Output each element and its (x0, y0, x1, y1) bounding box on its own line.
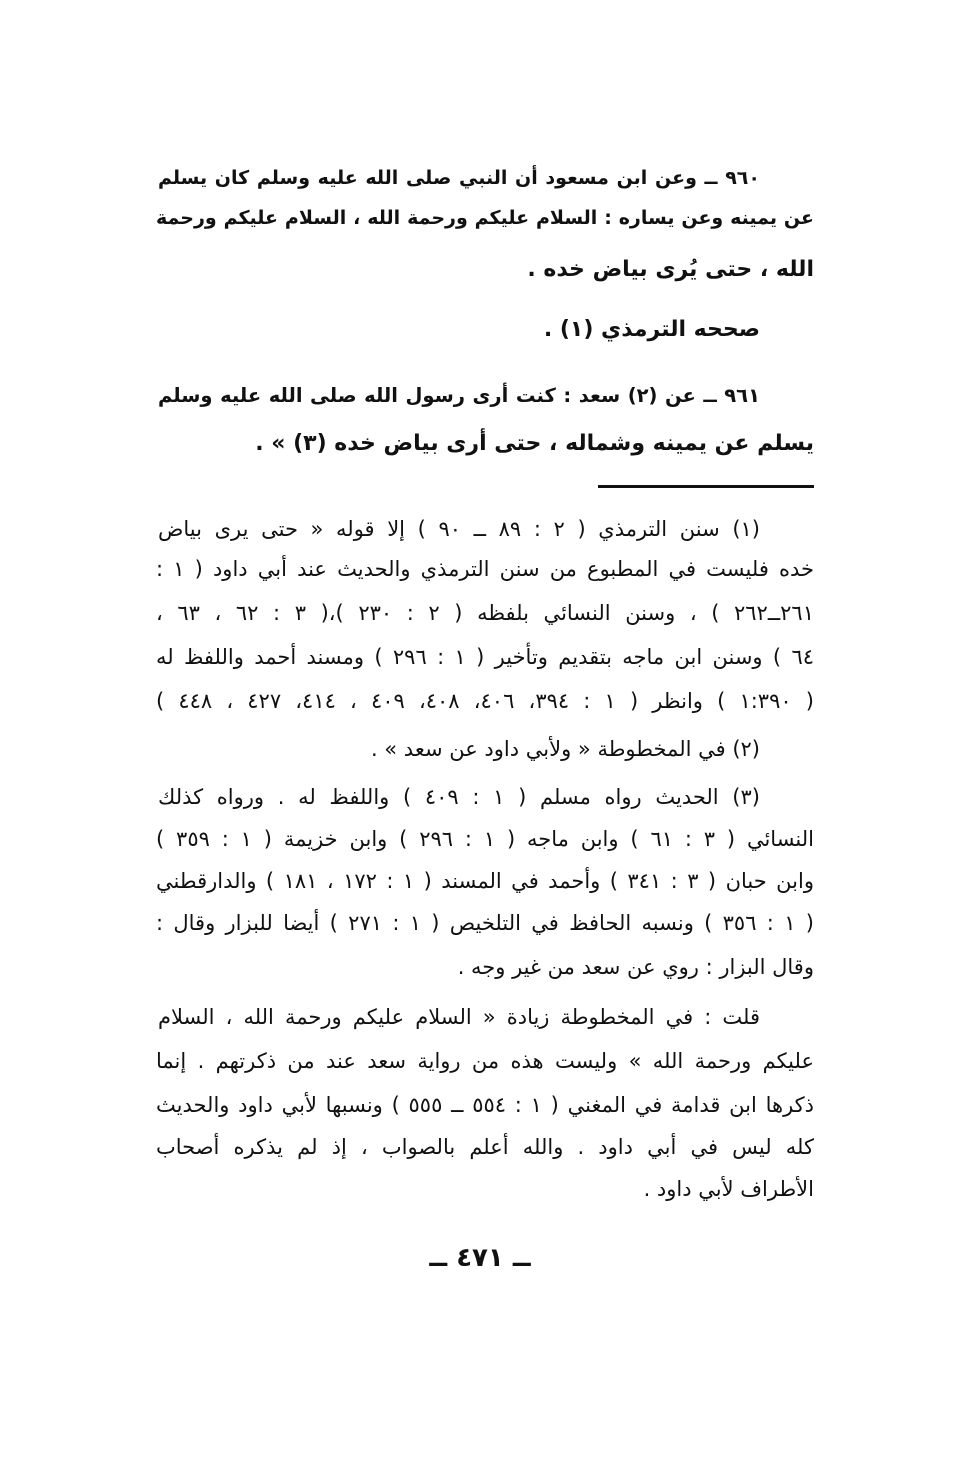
footnote-3-line-3: وابن حبان ( ٣ : ٣٤١ ) وأحمد في المسند ( ١ : ١٧٢ ، ١٨١ ) والدارقطني (156, 869, 814, 893)
editor-note-line-1: قلت : في المخطوطة زيادة « السلام عليكم ورحمة الله ، السلام (158, 1005, 760, 1029)
footnote-3-line-4: ( ١ : ٣٥٦ ) ونسبه الحافظ في التلخيص ( ١ : ٢٧١ ) أيضا للبزار وقال : (156, 911, 814, 935)
hadith-961-line-1: ٩٦١ ــ عن (٢) سعد : كنت أرى رسول الله صلى الله عليه وسلم (158, 384, 760, 407)
footnote-separator (598, 485, 814, 488)
footnote-2: (٢) في المخطوطة « ولأبي داود عن سعد » . (370, 737, 760, 761)
footnote-1-line-2: خده فليست في المطبوع من سنن الترمذي والحديث عند أبي داود ( ١ : (156, 557, 814, 581)
hadith-960-line-1: ٩٦٠ ــ وعن ابن مسعود أن النبي صلى الله عليه وسلم كان يسلم (158, 167, 760, 189)
footnote-3-line-2: النسائي ( ٣ : ٦١ ) وابن ماجه ( ١ : ٢٩٦ ) وابن خزيمة ( ١ : ٣٥٩ ) (156, 827, 814, 851)
editor-note-line-2: عليكم ورحمة الله » وليست هذه من رواية سعد عند من ذكرتهم . إنما (156, 1049, 814, 1073)
footnote-1-line-5: ( ١:٣٩٠ ) وانظر ( ١ : ٣٩٤، ٤٠٦، ٤٠٨، ٤٠٩ ، ٤١٤، ٤٢٧ ، ٤٤٨ ) (156, 689, 814, 713)
hadith-961-line-2: يسلم عن يمينه وشماله ، حتى أرى بياض خده (٣) » . (255, 431, 814, 456)
hadith-960-line-3: الله ، حتى يُرى بياض خده . (527, 257, 814, 282)
editor-note-line-3: ذكرها ابن قدامة في المغني ( ١ : ٥٥٤ ــ ٥٥٥ ) ونسبها لأبي داود والحديث (156, 1093, 815, 1117)
footnote-1-line-4: ٦٤ ) وسنن ابن ماجه بتقديم وتأخير ( ١ : ٢٩٦ ) ومسند أحمد واللفظ له (156, 645, 814, 669)
page-number: ــ ٤٧١ ــ (429, 1243, 531, 1273)
hadith-960-grading: صححه الترمذي (١) . (543, 317, 760, 342)
footnote-3-line-5: وقال البزار : روي عن سعد من غير وجه . (457, 955, 814, 979)
hadith-960-line-2: عن يمينه وعن يساره : السلام عليكم ورحمة الله ، السلام عليكم ورحمة (156, 207, 814, 229)
footnote-3-line-1: (٣) الحديث رواه مسلم ( ١ : ٤٠٩ ) واللفظ له . ورواه كذلك (158, 785, 760, 809)
editor-note-line-4: كله ليس في أبي داود . والله أعلم بالصواب ، إذ لم يذكره أصحاب (156, 1135, 814, 1159)
footnote-1-line-1: (١) سنن الترمذي ( ٢ : ٨٩ ــ ٩٠ ) إلا قوله « حتى يرى بياض (158, 517, 760, 541)
footnote-1-line-3: ٢٦١ــ٢٦٢ ) ، وسنن النسائي بلفظه ( ٢ : ٢٣٠ )،( ٣ : ٦٢ ، ٦٣ ، (156, 601, 814, 625)
editor-note-line-5: الأطراف لأبي داود . (643, 1177, 814, 1201)
